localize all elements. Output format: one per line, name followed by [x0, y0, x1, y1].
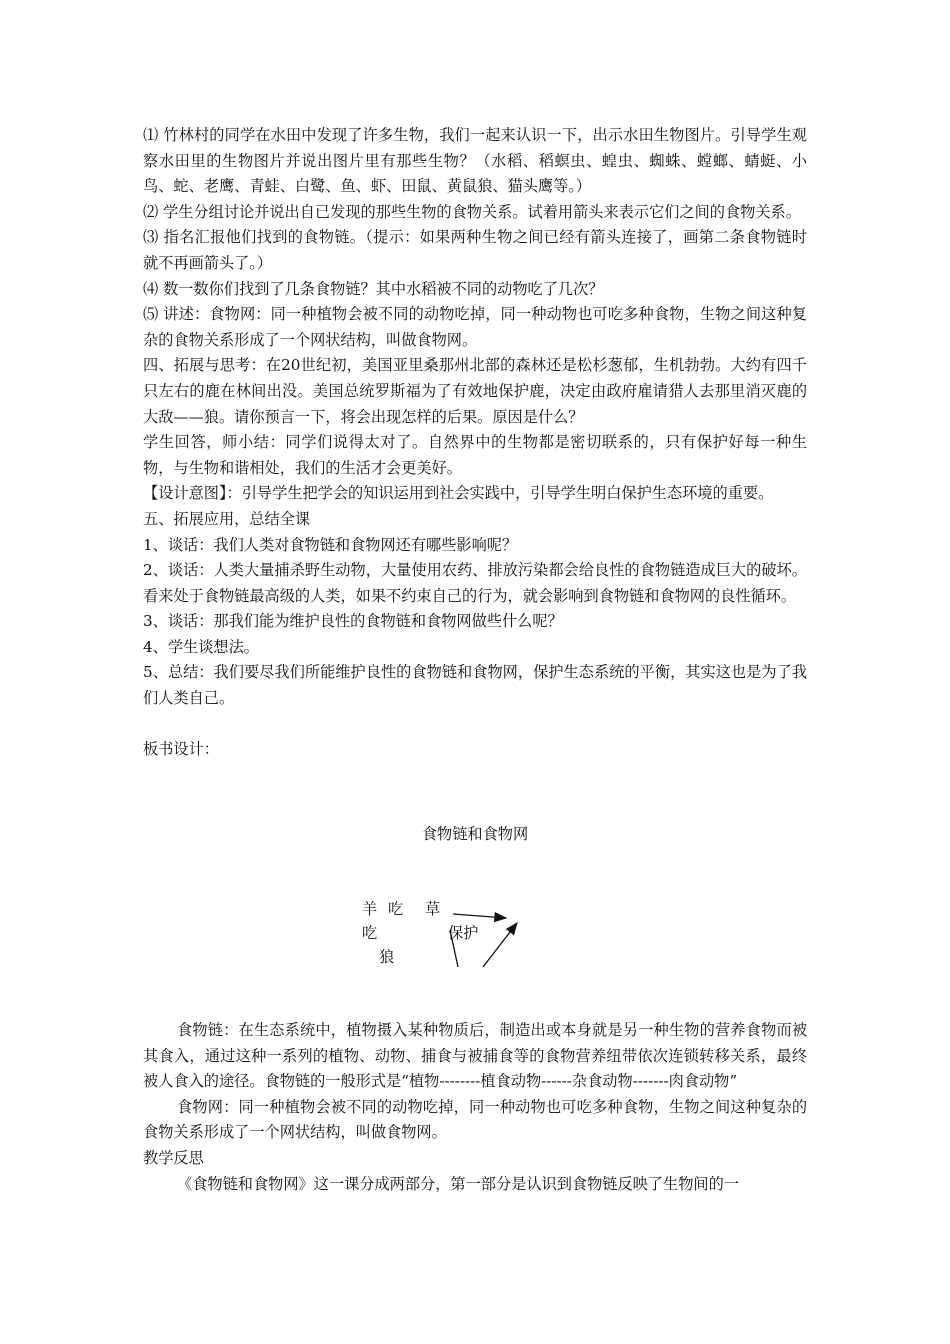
label-grass: 草 [425, 900, 441, 918]
paragraph-12: 3、谈话：那我们能为维护良性的食物链和食物网做些什么呢？ [143, 612, 563, 631]
label-wolf: 狼 [379, 948, 395, 966]
paragraph-11: 2、谈话：人类大量捕杀野生动物，大量使用农药、排放污染都会给良性的食物链造成巨大的破坏。看来处于食物链最高级的人类，如果不约束自己的行为，就会影响到食物链和食物网的良性循环。 [143, 561, 807, 605]
label-protect: 保护 [448, 924, 479, 942]
paragraph-5: ⑸ 讲述：食物网：同一种植物会被不同的动物吃掉，同一种动物也可吃多种食物，生物之间这种复杂的食物关系形成了一个网状结构，叫做食物网。 [143, 305, 807, 349]
paragraph-10: 1、谈话：我们人类对食物链和食物网还有哪些影响呢？ [143, 535, 518, 554]
board-heading: 板书设计： [143, 740, 219, 759]
body-text [143, 123, 807, 763]
label-eat-2: 吃 [362, 924, 378, 942]
paragraph-1: ⑴ 竹林村的同学在水田中发现了许多生物，我们一起来认识一下，出示水田生物图片。引导学生观察水田里的生物图片并说出图片里有那些生物？（水稻、稻螟虫、蝗虫、蜘蛛、螳螂、蜻蜓、小鸟、蛇、老鹰、青蛙、白鹭、鱼、虾、田鼠、黄鼠狼、猫头鹰等。） [143, 126, 807, 196]
paragraph-9: 五、拓展应用，总结全课 [143, 509, 311, 528]
board-diagram [355, 890, 555, 980]
label-eat-1: 吃 [388, 900, 404, 918]
paragraph-7: 学生回答，师小结：同学们说得太对了。自然界中的生物都是密切联系的，只有保护好每一种生物，与生物和谐相处，我们的生活才会更美好。 [143, 433, 807, 477]
paragraph-2: ⑵ 学生分组讨论并说出自已发现的那些生物的食物关系。试着用箭头来表示它们之间的食物关系。 [143, 202, 801, 221]
paragraph-6: 四、拓展与思考：在20世纪初，美国亚里桑那州北部的森林还是松杉葱郁，生机勃勃。大约有四千只左右的鹿在林间出没。美国总统罗斯福为了有效地保护鹿，决定由政府雇请猎人去那里消灭鹿的大敌——狼。请你预言一下，将会出现怎样的后果。原因是什么？ [143, 356, 807, 426]
reflection-heading: 教学反思 [143, 1148, 204, 1167]
reflection-text: 《食物链和食物网》这一课分成两部分，第一部分是认识到食物链反映了生物间的一 [177, 1174, 739, 1193]
food-web-definition: 食物网：同一种植物会被不同的动物吃掉，同一种动物也可吃多种食物，生物之间这种复杂的食物关系形成了一个网状结构，叫做食物网。 [143, 1097, 807, 1142]
paragraph-8: 【设计意图】：引导学生把学会的知识运用到社会实践中，引导学生明白保护生态环境的重要。 [143, 484, 774, 503]
label-sheep: 羊 [362, 900, 378, 918]
arrow-grass-to-protect [453, 914, 506, 918]
food-chain-definition: 食物链：在生态系统中，植物摄入某种物质后，制造出或本身就是另一种生物的营养食物而被其食入，通过这种一系列的植物、动物、捕食与被捕食等的食物营养纽带依次连锁转移关系，最终被人食入的途径。食物链的一般形式是“植物--------植食动物------杂食动物-------肉食动物” [143, 1021, 807, 1091]
paragraph-13: 4、学生谈想法。 [143, 637, 259, 656]
definitions [143, 1018, 807, 1197]
paragraph-3: ⑶ 指名汇报他们找到的食物链。（提示：如果两种生物之间已经有箭头连接了，画第二条食物链时就不再画箭头了。） [143, 228, 807, 272]
arrow-up-right [483, 923, 517, 967]
paragraph-14: 5、总结：我们要尽我们所能维护良性的食物链和食物网，保护生态系统的平衡，其实这也是为了我们人类自己。 [143, 663, 807, 708]
paragraph-4: ⑷ 数一数你们找到了几条食物链？其中水稻被不同的动物吃了几次？ [143, 279, 604, 298]
board-title: 食物链和食物网 [421, 825, 529, 843]
